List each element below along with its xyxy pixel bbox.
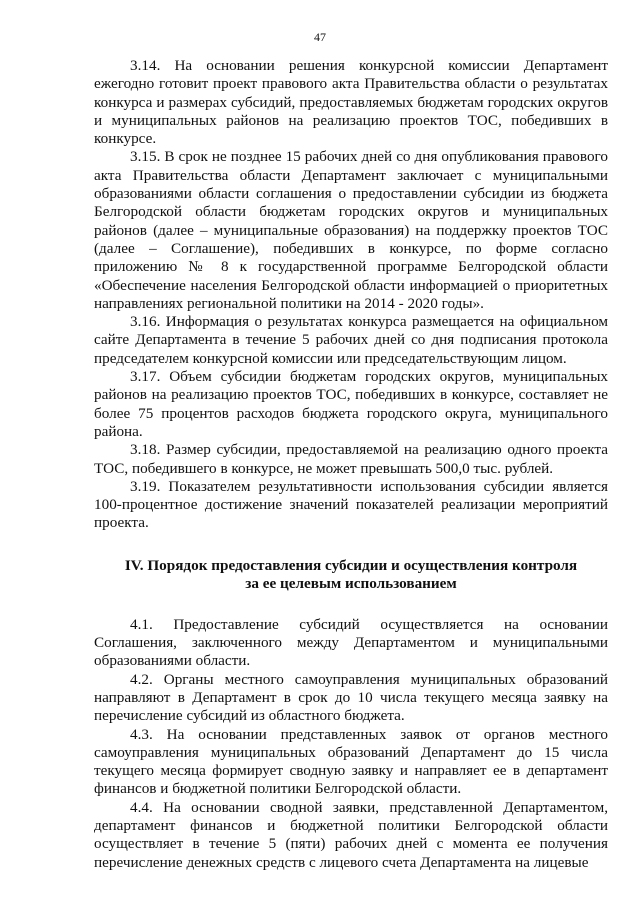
paragraph-4-2: 4.2. Органы местного самоуправления муниципальных образований направляют в Департамент в срок до 10 числа текущего месяца заявку на перечисление субсидий из областного бюджета.: [94, 670, 608, 725]
paragraph-3-16: 3.16. Информация о результатах конкурса размещается на официальном сайте Департамента в течение 5 рабочих дней со дня подписания протокола председателем конкурсной комиссии или председательствующим лицом.: [94, 313, 608, 367]
paragraph-3-19: 3.19. Показателем результативности использования субсидии является 100-процентное достижение значений показателей реализации мероприятий проекта.: [94, 477, 608, 532]
page-number: 47: [314, 30, 326, 44]
paragraph-3-17: 3.17. Объем субсидии бюджетам городских округов, муниципальных районов на реализацию проектов ТОС, победивших в конкурсе, составляет не более 75 процентов расходов бюджета городского округа, муниципального района.: [94, 368, 608, 440]
section-title-line-2: за ее целевым использованием: [245, 575, 457, 593]
paragraph-4-4: 4.4. На основании сводной заявки, представленной Департаментом, департамент финансов и бюджетной политики Белгородской области осуществляет в течение 5 (пяти) рабочих дней с момента ее получения перечисление денежных средств с лицевого счета Департамента на лицевые: [94, 798, 608, 871]
section-title-line-1: IV. Порядок предоставления субсидии и осуществления контроля: [124, 556, 578, 574]
paragraph-3-18: 3.18. Размер субсидии, предоставляемой на реализацию одного проекта ТОС, победившего в конкурсе, не может превышать 500,0 тыс. рублей.: [94, 441, 608, 477]
paragraph-4-3: 4.3. На основании представленных заявок от органов местного самоуправления муниципальных образований Департамент до 15 числа текущего месяца формирует сводную заявку и направляет ее в департамент финансов и бюджетной политики Белгородской области.: [94, 725, 608, 798]
section-title: [94, 557, 608, 594]
paragraph-4-1: 4.1. Предоставление субсидий осуществляется на основании Соглашения, заключенного между Департаментом и муниципальными образованиями области.: [94, 615, 608, 670]
paragraph-3-14: 3.14. На основании решения конкурсной комиссии Департамент ежегодно готовит проект правового акта Правительства области о результатах конкурса и размерах субсидий, предоставляемых бюджетам городских округов и муниципальных районов на реализацию проектов ТОС, победивших в конкурсе.: [94, 57, 608, 148]
paragraph-3-15: 3.15. В срок не позднее 15 рабочих дней со дня опубликования правового акта Правительства области Департамент заключает с муниципальными образованиями области соглашения о предоставлении субсидии из бюджета Белгородской области бюджетам городских округов и муниципальных районов (далее – муниципальные образования) на поддержку проектов ТОС (далее – Соглашение), победивших в конкурсе, по форме согласно приложению № 8 к государственной программе Белгородской области «Обеспечение населения Белгородской области информацией о приоритетных направлениях региональной политики на 2014 - 2020 годы».: [94, 148, 608, 312]
document-body: [94, 57, 608, 872]
